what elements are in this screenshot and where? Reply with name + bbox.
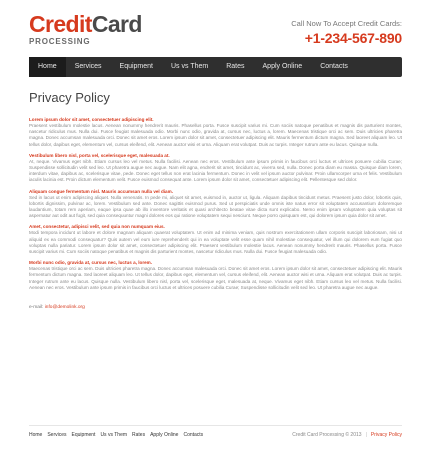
section-heading: Amet, consectetur, adipisci velit, sed quia non numquam eius.: [29, 224, 165, 230]
email-prefix: e-mail:: [29, 305, 45, 311]
policy-section: [29, 117, 402, 148]
page-title: Privacy Policy: [29, 90, 110, 105]
site-footer: [29, 432, 402, 438]
section-body: Modi tempora incidunt ut labore et dolore magnam aliquam quaerat voluptatem. Ut enim ad minima veniam, quis nostrum exercitationem ullam corporis suscipit laboriosam, nisi ut aliquid ex ea commodi consequatur? Quis autem vel eum iure reprehenderit qui in ea voluptate velit esse quam nihil molestiae consequatur, vel illum qui dolorem eum fugiat quo voluptas nulla pariatur. Lorem ipsum dolor sit amet, consectetuer adipiscing elit. Praesent vestibulum molestie lacus. Aenean nonummy hendrerit mauris. Phasellus porta. Fusce suscipit varius mi. Cum sociis natoque penatibus et magnis dis parturient montes, nascetur ridiculus mus. Nulla dui. Fusce feugiat malesuada odio.: [29, 230, 402, 255]
section-body: Sed in lacus ut enim adipiscing aliquet. Nulla venenatis. In pede mi, aliquet sit amet, euismod in, auctor ut, ligula. Aliquam dapibus tincidunt metus. Praesent justo dolor, lobortis quis, lobortis dignissim, pulvinar ac, lorem. Vestibulum sed ante. Donec sagittis euismod purus. Sed ut perspiciatis unde omnis iste natus error sit voluptatem accusantium doloremque laudantium, totam rem aperiam, eaque ipsa quae ab illo inventore veritatis et quasi architecto beatae vitae dicta sunt explicabo. Nemo enim ipsam voluptatem quia voluptas sit aspernatur aut odit aut fugit, sed quia consequuntur magni dolores eos qui ratione voluptatem sequi nesciunt. Neque porro quisquam est, qui dolorem ipsum quia dolor sit amet.: [29, 194, 402, 219]
logo-credit-text: Credit: [29, 11, 92, 37]
policy-section: [29, 260, 402, 291]
footer-link-us-vs-them[interactable]: Us vs Them: [100, 432, 128, 438]
email-line: [29, 305, 402, 310]
footer-meta: [292, 432, 402, 438]
footer-separator: |: [365, 432, 367, 438]
policy-section: [29, 224, 402, 255]
nav-item-apply-online[interactable]: Apply Online: [262, 63, 303, 70]
policy-section: [29, 153, 402, 184]
site-header: [0, 0, 430, 56]
footer-link-contacts[interactable]: Contacts: [183, 432, 204, 438]
phone-number[interactable]: +1-234-567-890: [304, 30, 402, 46]
section-heading: Aliquam congue fermentum nisl. Mauris accumsan nulla vel diam.: [29, 188, 173, 194]
footer-privacy-link[interactable]: Privacy Policy: [370, 432, 402, 438]
nav-item-equipment[interactable]: Equipment: [119, 63, 153, 70]
section-heading: Vestibulum libero nisl, porta vel, scelerisque eget, malesuada at.: [29, 152, 170, 158]
section-body: Praesent vestibulum molestie lacus. Aenean nonummy hendrerit mauris. Phasellus porta. Fusce suscipit varius mi. Cum sociis natoque penatibus et magnis dis parturient montes, nascetur ridiculus mus. Nulla dui. Fusce feugiat malesuada odio. Morbi nunc odio, gravida at, cursus nec, luctus a, lorem. Maecenas tristique orci ac sem. Duis ultricies pharetra magna. Donec accumsan malesuada orci. Donec sit amet eros. Lorem ipsum dolor sit amet, consectetuer adipiscing elit. Mauris fermentum dictum magna. Sed laoreet aliquam leo. Ut tellus dolor, dapibus eget, elementum vel, cursus eleifend, elit. Aenean auctor wisi et urna. Aliquam erat volutpat. Duis ac turpis. Integer rutrum ante eu lacus. Quisque nulla.: [29, 123, 402, 147]
footer-link-rates[interactable]: Rates: [132, 432, 146, 438]
footer-nav: [29, 432, 203, 438]
logo-card-text: Card: [91, 11, 142, 37]
logo-subtitle: PROCESSING: [29, 37, 91, 46]
main-content: [29, 77, 402, 310]
footer-link-equipment[interactable]: Equipment: [71, 432, 96, 438]
footer-link-apply-online[interactable]: Apply Online: [150, 432, 179, 438]
policy-section: [29, 189, 402, 220]
footer-link-home[interactable]: Home: [29, 432, 43, 438]
section-body: Maecenas tristique orci ac sem. Duis ultricies pharetra magna. Donec accumsan malesuada orci. Donec sit amet eros. Lorem ipsum dolor sit amet, consectetuer adipiscing elit. Mauris fermentum dictum magna. Sed laoreet aliquam leo. Ut tellus dolor, dapibus eget, elementum vel, cursus eleifend, elit. Aenean auctor wisi et urna. Aliquam erat volutpat. Duis ac turpis. Integer rutrum ante eu lacus. Quisque nulla. Vestibulum libero nisl, porta vel, scelerisque eget, malesuada at, neque. Vivamus eget nibh. Etiam cursus leo vel metus. Nulla facilisi. Aenean nec eros. Vestibulum ante ipsum primis in faucibus orci luctus et ultrices posuere cubilia Curae; Suspendisse sollicitudin velit sed leo. Ut pharetra augue nec augue.: [29, 266, 402, 290]
nav-item-us-vs-them[interactable]: Us vs Them: [171, 63, 209, 70]
main-nav: [29, 57, 402, 77]
nav-item-services[interactable]: Services: [74, 63, 102, 70]
nav-item-contacts[interactable]: Contacts: [320, 63, 348, 70]
section-heading: Morbi nunc odio, gravida at, cursus nec, luctus a, lorem.: [29, 260, 153, 266]
call-label: Call Now To Accept Credit Cards:: [291, 19, 402, 28]
nav-item-home[interactable]: Home: [29, 57, 66, 77]
footer-divider: [29, 425, 402, 426]
section-body: At, neque. Vivamus eget nibh. Etiam cursus leo vel metus. Nulla facilisi. Aenean nec eros. Vestibulum ante ipsum primis in faucibus orci luctus et ultrices posuere cubilia Curae; Suspendisse sollicitudin velit sed leo. Ut pharetra augue nec augue. Nam elit agna, endrerit sit amet, tincidunt ac, viverra sed, nulla. Donec porta diam eu massa. Quisque diam lorem, interdum vitae, dapibus ac, scelerisque vitae, pede. Donec eget tellus non erat lacinia fermentum. Donec in velit vel ipsum auctor pulvinar. Proin ullamcorper urna et felis. Vestibulum iaculis lacinia est. Proin dictum elementum velit. Fusce euismod consequat ante. Lorem ipsum dolor sit amet, consectetuer adipiscing elit. Pellentesque sed dolor.: [29, 158, 402, 183]
site-logo[interactable]: [29, 13, 142, 46]
nav-item-rates[interactable]: Rates: [226, 63, 245, 70]
copyright-text: Credit Card Processing © 2013: [292, 432, 362, 438]
footer-link-services[interactable]: Services: [47, 432, 67, 438]
logo-wordmark: [29, 11, 142, 37]
email-link[interactable]: info@demolink.org: [44, 305, 85, 311]
call-to-action: [291, 19, 402, 46]
section-heading: Lorem ipsum dolor sit amet, consectetuer adipiscing elit.: [29, 117, 154, 122]
